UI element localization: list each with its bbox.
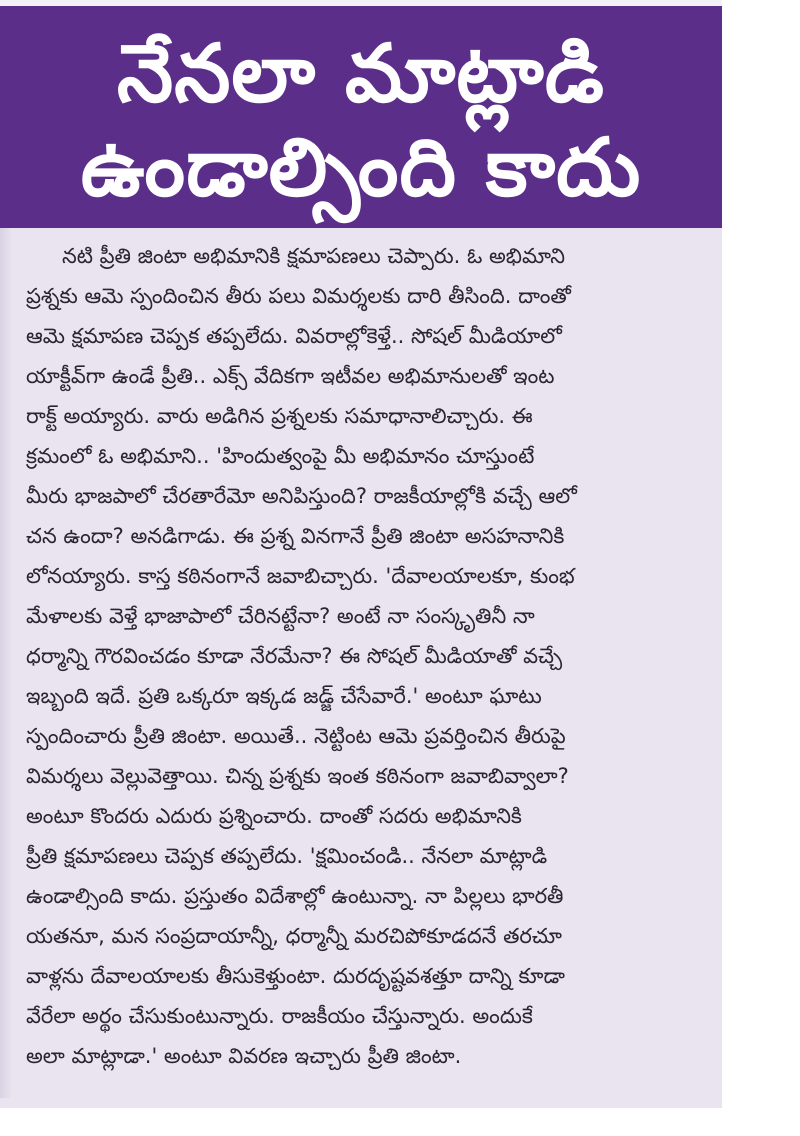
article-line: ప్రశ్నకు ఆమె స్పందించిన తీరు పలు విమర్శలకు దారి తీసింది. దాంతో [26,284,571,308]
article-line: క్రమంలో ఓ అభిమాని.. 'హిందుత్వంపై మీ అభిమానం చూస్తుంటే [26,444,535,468]
article-line: మేళాలకు వెళ్తే భాజాపాలో చేరినట్టేనా? అంటే నా సంస్కృతినీ నా [26,604,535,628]
article-line: యాక్టీవ్‌గా ఉండే ప్రీతి.. ఎక్స్ వేదికగా ఇటీవల అభిమానులతో ఇంట [26,364,555,388]
article-line: ధర్మాన్ని గౌరవించడం కూడా నేరమేనా? ఈ సోషల్ మీడియాతో వచ్చే [26,644,563,668]
article-line: చన ఉందా? అనడిగాడు. ఈ ప్రశ్న వినగానే ప్రీతి జింటా అసహనానికి [26,524,565,548]
headline-box [0,6,722,228]
article-line: మీరు భాజపాలో చేరతారేమో అనిపిస్తుంది? రాజకీయాల్లోకి వచ్చే ఆలో [26,484,577,508]
article-line: వేరేలా అర్థం చేసుకుంటున్నారు. రాజకీయం చేస్తున్నారు. అందుకే [26,1004,533,1028]
article-line: విమర్శలు వెల్లువెత్తాయి. చిన్న ప్రశ్నకు ఇంత కఠినంగా జవాబివ్వాలా? [26,764,569,788]
article-line: నటి ప్రీతి జింటా అభిమానికి క్షమాపణలు చెప్పారు. ఓ అభిమాని [62,244,566,268]
article-line: యతనూ, మన సంప్రదాయాన్నీ, ధర్మాన్నీ మరచిపోకూడదనే తరచూ [26,924,562,948]
article-body [10,236,712,1096]
article-line: లోనయ్యారు. కాస్త కఠినంగానే జవాబిచ్చారు. 'దేవాలయాలకూ, కుంభ [26,564,575,588]
article-line: అలా మాట్లాడా.' అంటూ వివరణ ఇచ్చారు ప్రీతి జింటా. [26,1044,462,1068]
article-line: ఉండాల్సింది కాదు. ప్రస్తుతం విదేశాల్లో ఉంటున్నా. నా పిల్లలు భారతీ [26,884,564,908]
article-line: వాళ్లను దేవాలయాలకు తీసుకెళ్తుంటా. దురదృష్టవశత్తూ దాన్ని కూడా [26,964,565,988]
article-line: ఆమె క్షమాపణ చెప్పక తప్పలేదు. వివరాల్లోకెళ్తే.. సోషల్ మీడియాలో [26,324,562,348]
article-line: ఇబ్బంది ఇదే. ప్రతి ఒక్కరూ ఇక్కడ జడ్జ్ చేసేవారే.' అంటూ ఘాటు [26,684,542,708]
headline-line-2: ఉండాల్సింది కాదు [80,121,642,214]
article-line: అంటూ కొందరు ఎదురు ప్రశ్నించారు. దాంతో సదరు అభిమానికి [26,804,522,828]
article-line: రాక్ట్ అయ్యారు. వారు అడిగిన ప్రశ్నలకు సమాధానాలిచ్చారు. ఈ [26,404,533,428]
article-line: ప్రీతి క్షమాపణలు చెప్పక తప్పలేదు. 'క్షమించండి.. నేనలా మాట్లాడి [26,844,548,868]
headline-line-1: నేనలా మాట్లాడి [117,27,605,120]
article-line: స్పందించారు ప్రీతి జింటా. అయితే.. నెట్టింట ఆమె ప్రవర్తించిన తీరుపై [26,724,566,748]
